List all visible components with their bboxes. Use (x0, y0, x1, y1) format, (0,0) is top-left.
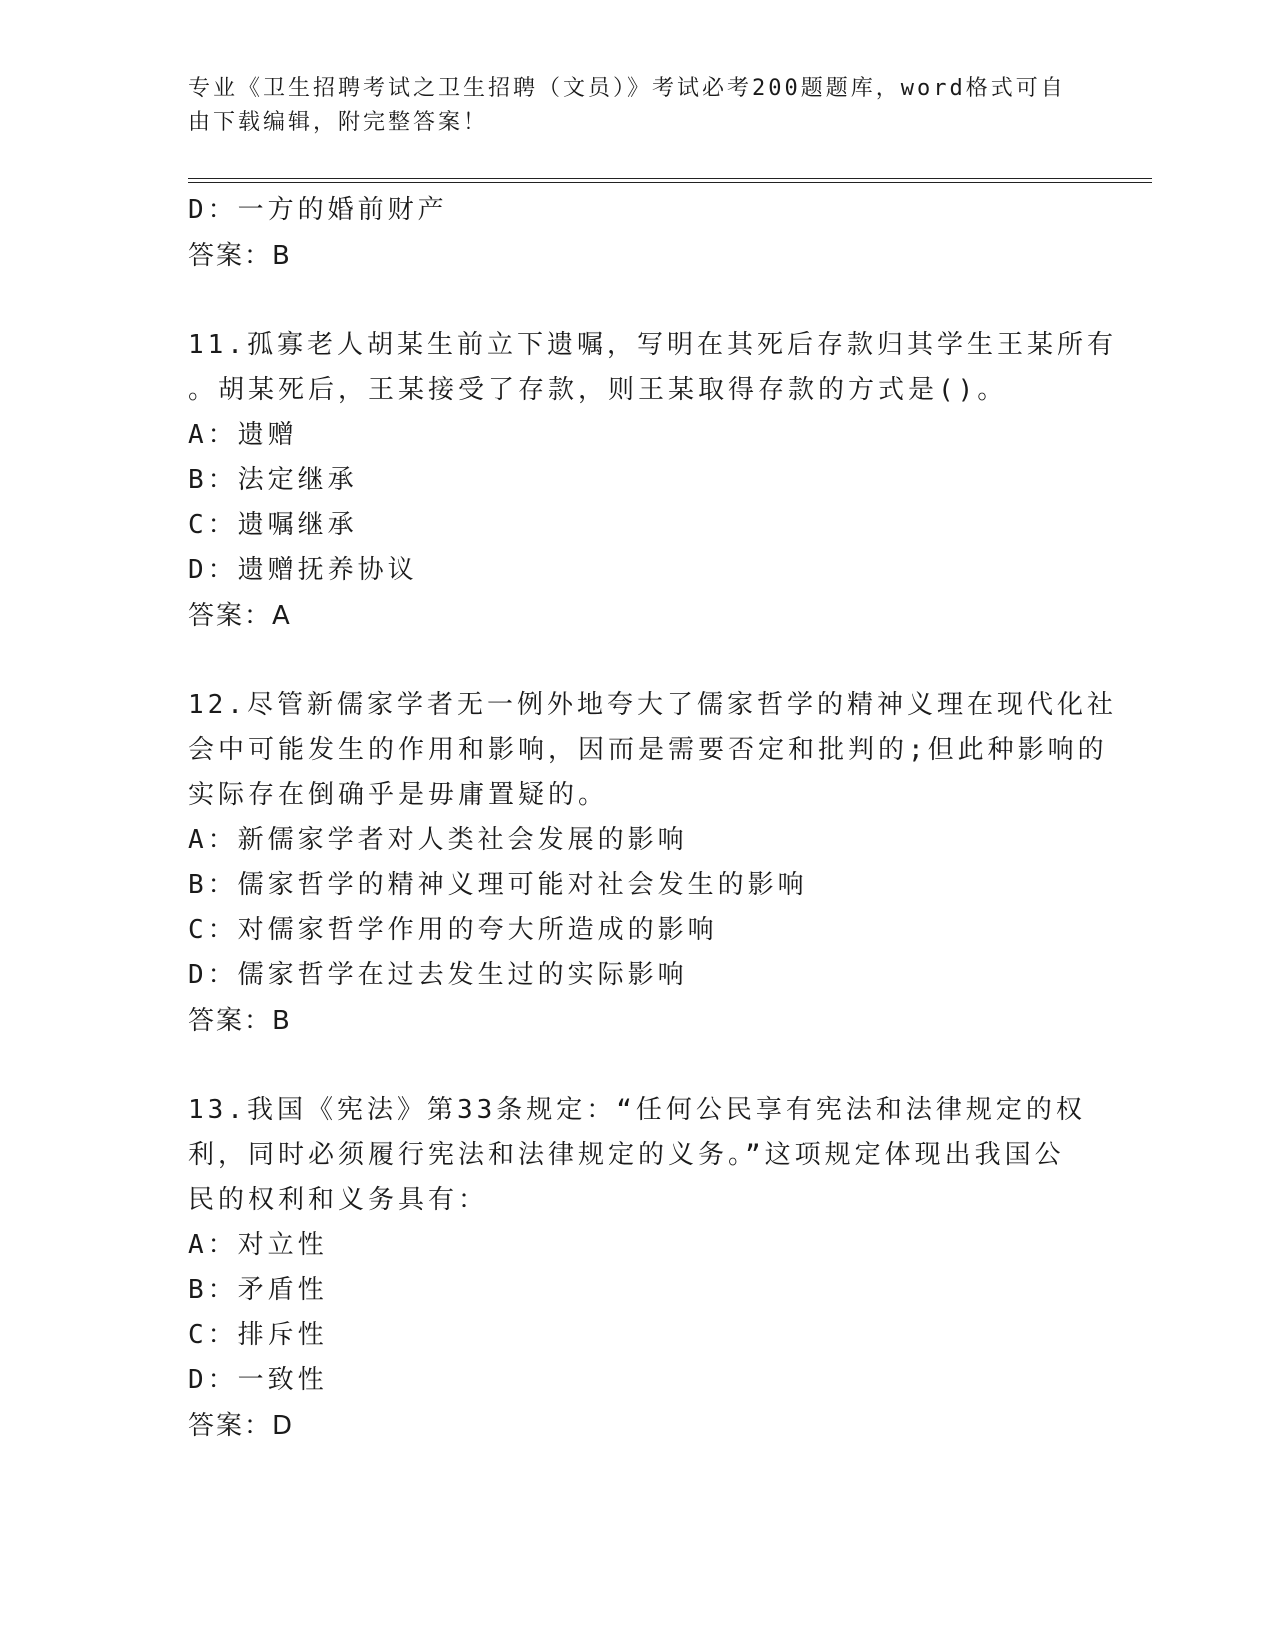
question-stem-line: 利，同时必须履行宪法和法律规定的义务。”这项规定体现出我国公 (188, 1140, 1065, 1170)
answer-line: 答案：B (188, 1006, 292, 1036)
header-line-2: 由下载编辑，附完整答案！ (188, 110, 489, 135)
option-d: D：一方的婚前财产 (188, 195, 448, 225)
header-line-1: 专业《卫生招聘考试之卫生招聘（文员）》考试必考200题题库，word格式可自 (188, 76, 1066, 101)
option-c: C：对儒家哲学作用的夸大所造成的影响 (188, 915, 718, 945)
question-13 (188, 1088, 1088, 1449)
question-stem-line: 13.我国《宪法》第33条规定：“任何公民享有宪法和法律规定的权 (188, 1095, 1086, 1125)
option-d: D：一致性 (188, 1365, 328, 1395)
answer-line: 答案：B (188, 241, 292, 271)
previous-question-tail (188, 188, 1088, 279)
page-header (188, 72, 1068, 140)
question-12 (188, 683, 1117, 1044)
question-stem-line: 实际存在倒确乎是毋庸置疑的。 (188, 780, 609, 810)
option-a: A：新儒家学者对人类社会发展的影响 (188, 825, 688, 855)
option-d: D：遗赠抚养协议 (188, 555, 418, 585)
option-c: C：遗嘱继承 (188, 510, 358, 540)
header-divider (188, 178, 1152, 183)
question-stem-line: 12.尽管新儒家学者无一例外地夸大了儒家哲学的精神义理在现代化社 (188, 690, 1117, 720)
question-stem-line: 11.孤寡老人胡某生前立下遗嘱，写明在其死后存款归其学生王某所有 (188, 330, 1117, 360)
option-d: D：儒家哲学在过去发生过的实际影响 (188, 960, 688, 990)
question-stem-line: 民的权利和义务具有： (188, 1185, 489, 1215)
answer-line: 答案：A (188, 601, 292, 631)
option-a: A：对立性 (188, 1230, 328, 1260)
option-a: A：遗赠 (188, 420, 298, 450)
option-c: C：排斥性 (188, 1320, 328, 1350)
option-b: B：儒家哲学的精神义理可能对社会发生的影响 (188, 870, 808, 900)
option-b: B：法定继承 (188, 465, 358, 495)
question-11 (188, 323, 1117, 639)
option-b: B：矛盾性 (188, 1275, 328, 1305)
question-stem-line: 会中可能发生的作用和影响，因而是需要否定和批判的;但此种影响的 (188, 735, 1108, 765)
document-body (188, 188, 1117, 1449)
question-stem-line: 。胡某死后，王某接受了存款，则王某取得存款的方式是()。 (188, 375, 1008, 405)
answer-line: 答案：D (188, 1411, 295, 1441)
